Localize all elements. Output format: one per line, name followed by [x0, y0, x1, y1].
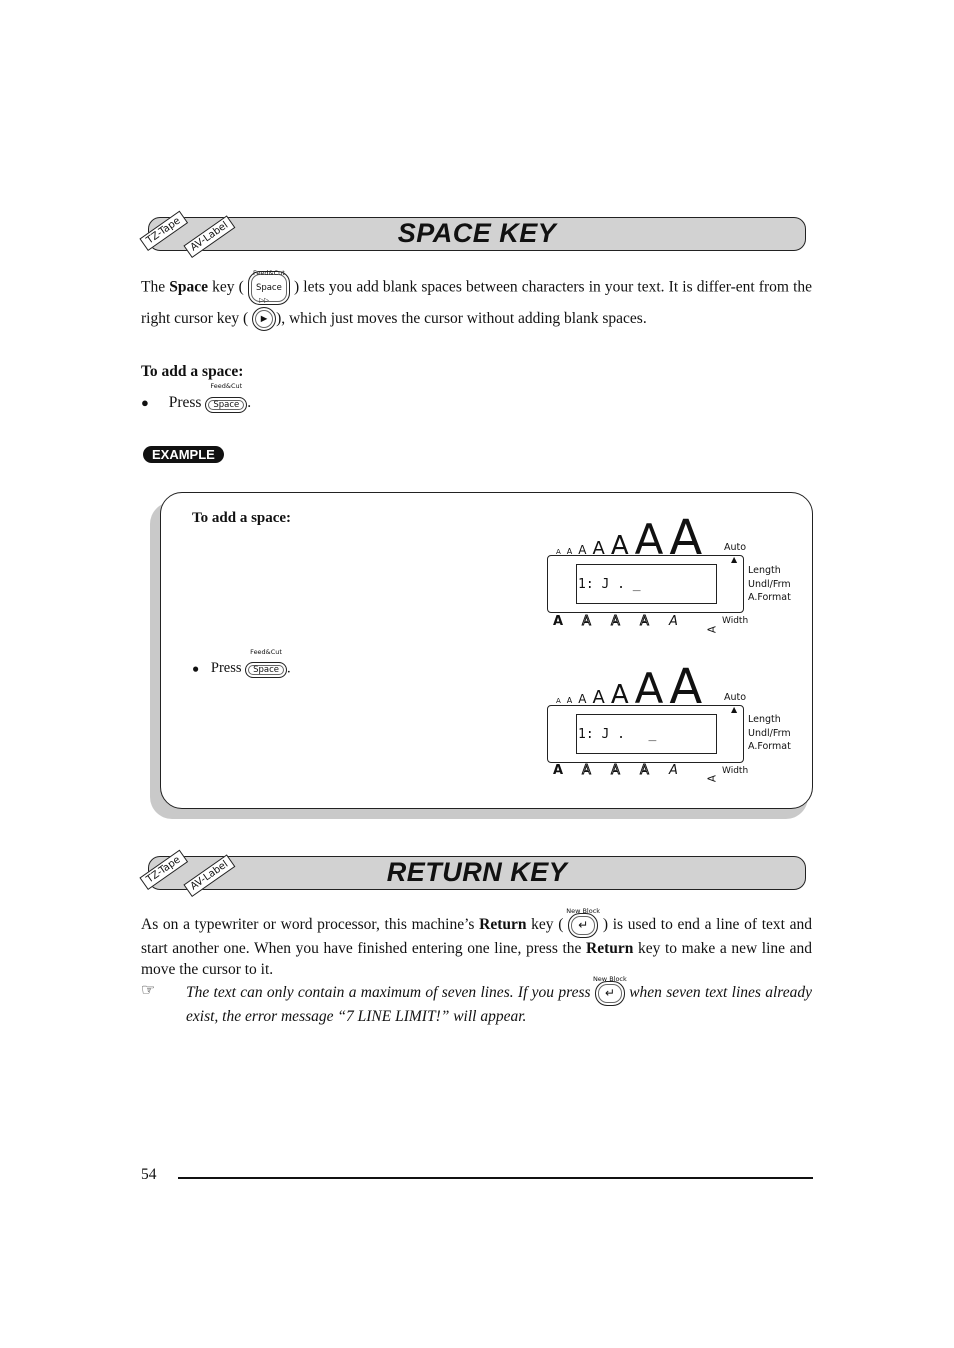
- howto-bullet: ● Press Feed&Cut Space .: [141, 382, 252, 412]
- return-key-icon: New Block ↵: [568, 913, 598, 938]
- page-number: 54: [141, 1166, 157, 1183]
- return-key-icon: New Block ↵: [595, 981, 625, 1006]
- space-key-icon: Feed&Cut Space: [248, 271, 290, 305]
- return-note: The text can only contain a maximum of seven lines. If you press New Block ↵ when seven text lines already exist, the error message “7 LINE LIMIT!” will appear.: [186, 975, 812, 1025]
- space-key-icon: Feed&Cut Space: [245, 660, 287, 678]
- right-cursor-key-icon: ▷▷ ►: [252, 307, 276, 331]
- lcd-size-indicators: A A A A A A A: [556, 659, 703, 715]
- return-paragraph: As on a typewriter or word processor, this machine’s Return key ( New Block ↵ ) is used to end a line of text and start another one. When you have finished entering one line, press the Return key to make a new line and move the cursor to it.: [141, 907, 813, 978]
- lcd-style-indicators: A A A A AA: [553, 614, 719, 634]
- note-icon: ☞: [141, 982, 156, 999]
- space-key-title: SPACE KEY: [397, 218, 557, 248]
- howto-heading: To add a space:: [141, 363, 244, 380]
- triangle-indicator-icon: ▲: [731, 705, 738, 714]
- lcd-auto-label: Auto: [724, 692, 747, 703]
- av-label-tag: AV-Label: [183, 854, 235, 897]
- triangle-indicator-icon: ▲: [731, 555, 738, 564]
- lcd-screen-2: 1: J . _: [576, 714, 717, 754]
- footer-rule: [178, 1177, 813, 1179]
- space-key-icon: Feed&Cut Space: [205, 394, 247, 413]
- lcd-auto-label: Auto: [724, 542, 747, 553]
- lcd-side-labels: Length Undl/Frm A.Format: [748, 714, 791, 752]
- lcd-screen-1: 1: J . _: [576, 564, 717, 604]
- return-key-title: RETURN KEY: [386, 857, 568, 887]
- lcd-style-indicators: A A A A AA: [553, 763, 719, 783]
- example-bullet: ● Press Feed&Cut Space .: [192, 648, 291, 677]
- tz-tape-tag: TZ-Tape: [139, 211, 187, 251]
- bullet-icon: ●: [192, 661, 200, 676]
- example-badge: EXAMPLE: [143, 446, 224, 463]
- bullet-icon: ●: [141, 395, 149, 411]
- lcd-size-indicators: A A A A A A A: [556, 510, 703, 566]
- example-heading: To add a space:: [192, 510, 292, 526]
- av-label-tag: AV-Label: [183, 215, 235, 258]
- lcd-width-label: Width: [722, 616, 749, 626]
- lcd-width-label: Width: [722, 766, 749, 776]
- lcd-side-labels: Length Undl/Frm A.Format: [748, 565, 791, 603]
- space-intro-paragraph: The Space key ( Feed&Cut Space ) lets you add blank spaces between characters in your text. It is differ-ent from the right cursor key ( ▷▷ ► ), which just moves the cursor without adding blank spaces.: [141, 271, 812, 333]
- tz-tape-tag: TZ-Tape: [139, 850, 187, 890]
